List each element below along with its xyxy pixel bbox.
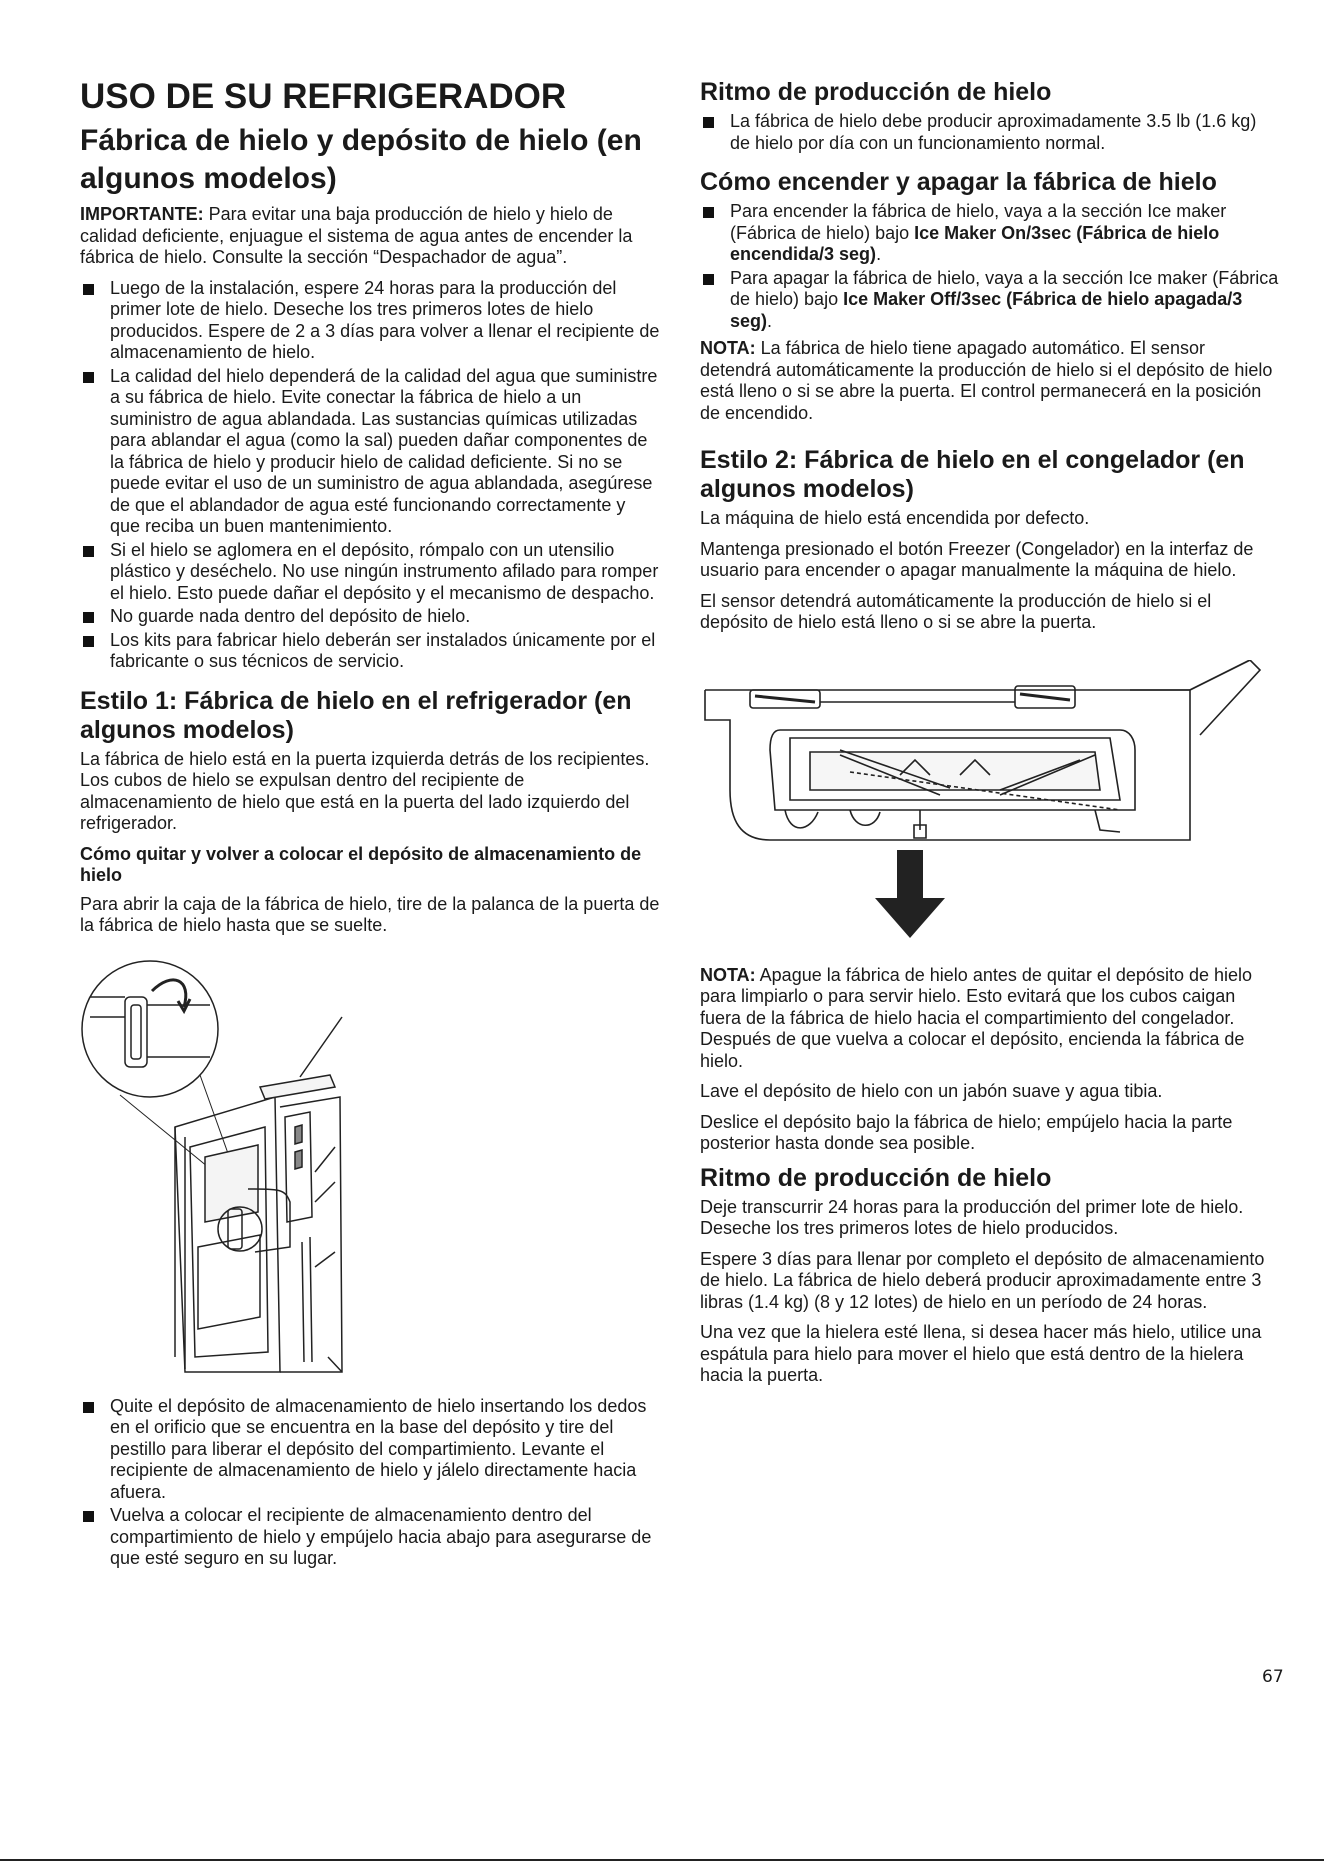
bottom-divider: [0, 1859, 1324, 1861]
left-column: [80, 78, 660, 1576]
rate-full-bin: Una vez que la hielera esté llena, si desea hacer más hielo, utilice una espátula para hielo para mover el hielo que está dentro de la hielera hacia la puerta.: [700, 1322, 1262, 1385]
section-heading-ice-maker: Fábrica de hielo y depósito de hielo (en algunos modelos): [80, 124, 642, 195]
on-off-list: [700, 201, 1280, 332]
freezer-ice-bin-illustration: [700, 660, 1280, 945]
note-text: La fábrica de hielo tiene apagado automático. El sensor detendrá automáticamente la producción de hielo si el depósito de hielo está lleno o si se abre la puerta. El control permanecerá en la posición de encendido.: [700, 338, 1273, 423]
list-item: Si el hielo se aglomera en el depósito, rómpalo con un utensilio plástico y deséchelo. No use ningún instrumento afilado para romper el hielo. Esto puede dañar el depósito y el mecanismo de despacho.: [80, 540, 660, 605]
turn-off-text: Para apagar la fábrica de hielo, vaya a la sección Ice maker (Fábrica de hielo) bajo: [730, 267, 1279, 309]
style2-default-on: La máquina de hielo está encendida por defecto.: [700, 508, 1090, 528]
list-item: [700, 201, 1280, 266]
wash-bin-text: Lave el depósito de hielo con un jabón suave y agua tibia.: [700, 1081, 1163, 1101]
remove-bin-bullet-list: [80, 1396, 660, 1570]
list-item: Los kits para fabricar hielo deberán ser instalados únicamente por el fabricante o sus técnicos de servicio.: [80, 630, 660, 673]
turn-off-setting: Ice Maker Off/3sec (Fábrica de hielo apagada/3 seg): [730, 289, 1243, 331]
list-item: [700, 268, 1280, 333]
important-text: Para evitar una baja producción de hielo y hielo de calidad deficiente, enjuague el sistema de agua antes de encender la fábrica de hielo. Consulte la sección “Despachador de agua”.: [80, 204, 633, 267]
list-item: Quite el depósito de almacenamiento de hielo insertando los dedos en el orificio que se encuentra en la base del depósito y tire del pestillo para liberar el depósito del compartimiento. Levante el recipiente de almacenamiento de hielo y jálelo directamente hacia afuera.: [80, 1396, 660, 1504]
on-off-heading: Cómo encender y apagar la fábrica de hielo: [700, 168, 1217, 196]
rate-fill-time: Espere 3 días para llenar por completo el depósito de almacenamiento de hielo. La fábrica de hielo deberá producir aproximadamente entre 3 libras (1.4 kg) (8 y 12 lotes) de hielo en un período de 24 horas.: [700, 1248, 1265, 1312]
production-rate-heading: Ritmo de producción de hielo: [700, 78, 1052, 106]
style2-sensor: El sensor detendrá automáticamente la producción de hielo si el depósito de hielo está lleno o si se abre la puerta.: [700, 590, 1212, 632]
production-rate-list: [700, 111, 1280, 154]
note-label: NOTA:: [700, 964, 756, 985]
rate-first-batch: Deje transcurrir 24 horas para la producción del primer lote de hielo. Deseche los tres primeros lotes de hielo producidos.: [700, 1196, 1244, 1238]
note-turn-off-before-removing: [700, 965, 1280, 1073]
period: .: [767, 310, 773, 331]
turn-on-setting: Ice Maker On/3sec (Fábrica de hielo encendida/3 seg): [730, 222, 1220, 264]
page-number: 67: [1262, 1667, 1284, 1687]
production-rate-heading-2: Ritmo de producción de hielo: [700, 1163, 1052, 1192]
style1-heading: Estilo 1: Fábrica de hielo en el refrigerador (en algunos modelos): [80, 686, 632, 744]
slide-bin-text: Deslice el depósito bajo la fábrica de hielo; empújelo hacia la parte posterior hasta donde sea posible.: [700, 1111, 1233, 1153]
style2-heading: Estilo 2: Fábrica de hielo en el congelador (en algunos modelos): [700, 446, 1245, 503]
remove-bin-heading: Cómo quitar y volver a colocar el depósito de almacenamiento de hielo: [80, 843, 642, 885]
list-item: La calidad del hielo dependerá de la calidad del agua que suministre a su fábrica de hielo. Evite conectar la fábrica de hielo a un suministro de agua ablandada. Las sustancias químicas utilizadas para ablandar el agua (como la sal) pueden dañar componentes de la fábrica de hielo y producir hielo de calidad deficiente. Si no se puede evitar el uso de un suministro de agua ablandada, asegúrese de que el ablandador de agua esté funcionando correctamente y que reciba un buen mantenimiento.: [80, 366, 660, 538]
list-item: No guarde nada dentro del depósito de hielo.: [80, 606, 660, 628]
page-title: USO DE SU REFRIGERADOR: [80, 77, 567, 116]
note-auto-shutoff: [700, 338, 1280, 424]
style1-description: La fábrica de hielo está en la puerta izquierda detrás de los recipientes. Los cubos de hielo se expulsan dentro del recipiente de almacenamiento de hielo que está en la puerta del lado izquierdo del refrigerador.: [80, 748, 650, 833]
note-label: NOTA:: [700, 338, 756, 358]
door-ice-maker-illustration: [80, 957, 660, 1382]
ice-maker-bullet-list: [80, 278, 660, 673]
style2-freezer-button: Mantenga presionado el botón Freezer (Congelador) en la interfaz de usuario para encender o apagar manualmente la máquina de hielo.: [700, 538, 1254, 580]
right-column: [700, 78, 1280, 1396]
list-item: Luego de la instalación, espere 24 horas para la producción del primer lote de hielo. Deseche los tres primeros lotes de hielo producidos. Espere de 2 a 3 días para volver a llenar el recipiente de almacenamiento de hielo.: [80, 278, 660, 364]
note-text: Apague la fábrica de hielo antes de quitar el depósito de hielo para limpiarlo o para servir hielo. Esto evitará que los cubos caigan fuera de la fábrica de hielo hacia el compartimiento del congelador. Después de que vuelva a colocar el depósito, encienda la fábrica de hielo.: [700, 964, 1253, 1071]
turn-on-text: Para encender la fábrica de hielo, vaya a la sección Ice maker (Fábrica de hielo) bajo: [730, 201, 1227, 243]
list-item: La fábrica de hielo debe producir aproximadamente 3.5 lb (1.6 kg) de hielo por día con un funcionamiento normal.: [700, 111, 1280, 154]
remove-bin-instructions: Para abrir la caja de la fábrica de hielo, tire de la palanca de la puerta de la fábrica de hielo hasta que se suelte.: [80, 893, 660, 935]
list-item: Vuelva a colocar el recipiente de almacenamiento dentro del compartimiento de hielo y empújelo hacia abajo para asegurarse de que esté seguro en su lugar.: [80, 1505, 660, 1570]
important-paragraph: [80, 204, 660, 269]
period: .: [876, 244, 882, 264]
important-label: IMPORTANTE:: [80, 204, 204, 224]
